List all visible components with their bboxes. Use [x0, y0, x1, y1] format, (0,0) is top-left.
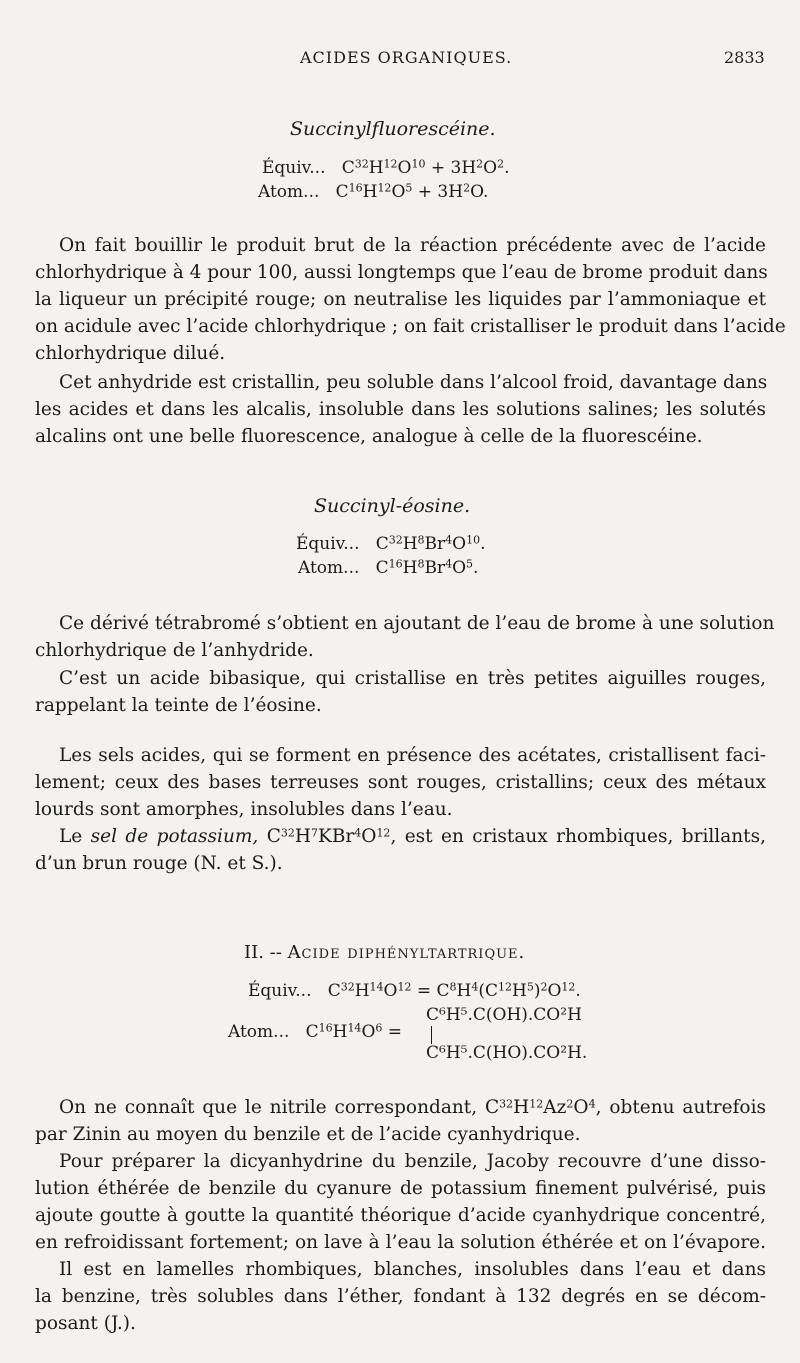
text-line: d’un brun rouge (N. et S.). [35, 853, 283, 874]
equiv-formula-1: Équiv... $C^{32}H^{12}O^{10} + 3H^2O^2$. [262, 157, 510, 178]
section-heading-diphenyltartrique [244, 942, 525, 963]
text-fragment: , est en cristaux rhombiques, brillants, [390, 826, 766, 847]
text-line: On ne connaît que le nitrile correspondant, $C^{32}H^{12}Az^2O^4$, obtenu autrefois [59, 1097, 766, 1118]
paragraph [35, 232, 786, 367]
atom-formula-1: Atom... $C^{16}H^{12}O^5 + 3H^2O$. [258, 181, 489, 202]
atom-branch-top: C⁶H⁵.C(OH).CO²H [426, 1005, 582, 1025]
text-line: par Zinin au moyen du benzile et de l’acide cyanhydrique. [35, 1124, 581, 1145]
text-line: alcalins ont une belle fluorescence, analogue à celle de la fluorescéine. [35, 426, 703, 447]
paragraph [35, 823, 766, 877]
text-line: On fait bouillir le produit brut de la réaction précédente avec de l’acide [59, 235, 766, 256]
paragraph [35, 369, 766, 450]
text-fragment: , obtenu autrefois [595, 1097, 766, 1118]
paragraph [35, 742, 766, 823]
atom-formula-3: Atom... $C^{16}H^{14}O^6$ = [228, 1021, 403, 1042]
equiv-label: Équiv... [262, 158, 326, 178]
paragraph [35, 1256, 766, 1337]
atom-formula-2: Atom... $C^{16}H^8Br^4O^5$. [298, 557, 479, 578]
text-line: en refroidissant fortement; on lave à l’eau la solution éthérée et on l’évapore. [35, 1232, 766, 1253]
text-line: la benzine, très solubles dans l’éther, fondant à 132 degrés en se décom- [35, 1286, 766, 1307]
text-line: Le sel de potassium, $C^{32}H^7KBr^4O^{12}$, est en cristaux rhombiques, brillants, [59, 826, 766, 847]
text-line: la liqueur un précipité rouge; on neutralise les liquides par l’ammoniaque et [35, 289, 766, 310]
text-line: lement; ceux des bases terreuses sont rouges, cristallins; ceux des métaux [35, 772, 766, 793]
text-line: chlorhydrique de l’anhydride. [35, 640, 314, 661]
text-fragment: On ne connaît que le nitrile correspondant, [59, 1097, 478, 1118]
italic-term: sel de potassium, [90, 826, 259, 847]
section-title-succinyl-eosine: Succinyl-éosine. [314, 495, 471, 517]
heading-number: II. -- [244, 942, 288, 963]
bond-line [431, 1026, 432, 1044]
paragraph [35, 610, 775, 664]
paragraph [35, 665, 766, 719]
paragraph [35, 1094, 766, 1148]
text-line: Pour préparer la dicyanhydrine du benzile, Jacoby recouvre d’une disso- [59, 1151, 766, 1172]
text-line: Ce dérivé tétrabromé s’obtient en ajoutant de l’eau de brome à une solution [59, 613, 775, 634]
text-line: lution éthérée de benzile du cyanure de potassium finement pulvérisé, puis [35, 1178, 766, 1199]
text-fragment: Le [59, 826, 91, 847]
text-line: Les sels acides, qui se forment en présence des acétates, cristallisent faci- [59, 745, 766, 766]
atom-label: Atom... [258, 182, 320, 202]
atom-branch-bottom: C⁶H⁵.C(HO).CO²H. [426, 1043, 588, 1063]
paragraph [35, 1148, 766, 1256]
running-title: ACIDES ORGANIQUES. [300, 48, 513, 67]
equiv-label: Équiv... [248, 981, 312, 1001]
atom-label: Atom... [228, 1022, 290, 1042]
section-title-succinylfluoresceine: Succinylfluorescéine. [290, 118, 496, 140]
equiv-label: Équiv... [296, 534, 360, 554]
text-line: Cet anhydride est cristallin, peu soluble dans l’alcool froid, davantage dans [59, 372, 768, 393]
equiv-formula-3: Équiv... $C^{32}H^{14}O^{12} = C^8H^4(C^{12}H^5)^2O^{12}$. [248, 980, 581, 1001]
atom-label: Atom... [298, 558, 360, 578]
text-line: ajoute goutte à goutte la quantité théorique d’acide cyanhydrique concentré, [35, 1205, 766, 1226]
text-line: les acides et dans les alcalis, insoluble dans les solutions salines; les solutés [35, 399, 766, 420]
text-line: on acidule avec l’acide chlorhydrique ; on fait cristalliser le produit dans l’acide [35, 316, 786, 337]
equiv-formula-2: Équiv... $C^{32}H^8Br^4O^{10}$. [296, 533, 486, 554]
text-line: chlorhydrique dilué. [35, 343, 226, 364]
text-line: C’est un acide bibasique, qui cristallise en très petites aiguilles rouges, [59, 668, 766, 689]
page-number: 2833 [724, 48, 765, 67]
text-line: lourds sont amorphes, insolubles dans l’eau. [35, 799, 453, 820]
heading-text: Acide diphényltartrique. [287, 942, 526, 963]
text-line: chlorhydrique à 4 pour 100, aussi longtemps que l’eau de brome produit dans [35, 262, 768, 283]
text-line: rappelant la teinte de l’éosine. [35, 695, 322, 716]
text-line: Il est en lamelles rhombiques, blanches, insolubles dans l’eau et dans [59, 1259, 766, 1280]
text-line: posant (J.). [35, 1313, 136, 1334]
